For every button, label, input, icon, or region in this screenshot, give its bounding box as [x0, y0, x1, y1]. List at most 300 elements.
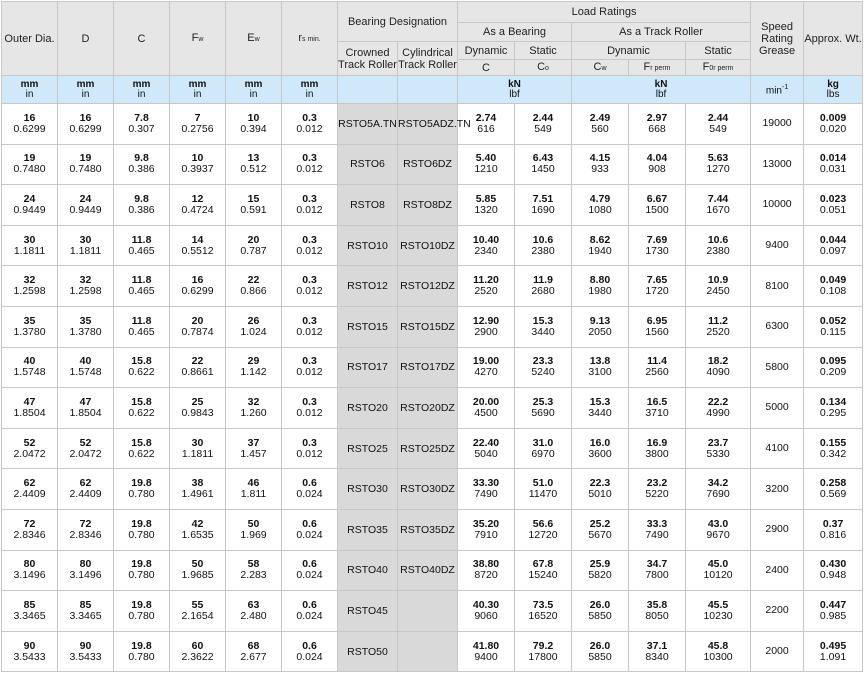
crowned-designation-cell: RSTO25 [338, 428, 398, 469]
dynamic-c-cell-primary: 38.80 [472, 558, 500, 571]
dynamic-cw-cell-secondary: 3600 [588, 447, 612, 460]
cylindrical-designation-cell: RSTO25DZ [398, 428, 458, 469]
outer-dia-cell-secondary: 2.4409 [13, 488, 46, 501]
dynamic-c-cell-secondary: 9060 [474, 609, 498, 622]
weight-cell [804, 591, 863, 632]
rs-cell [282, 469, 338, 510]
static-co-cell-secondary: 2680 [531, 285, 555, 298]
outer-dia-cell-secondary: 3.1496 [13, 569, 46, 582]
dynamic-cw-cell [572, 347, 629, 388]
c-cell-primary: 11.8 [131, 233, 152, 246]
c-cell-primary: 19.8 [131, 517, 152, 530]
unit-cell [58, 76, 114, 104]
rs-cell [282, 591, 338, 632]
unit-mm: mm [300, 78, 319, 90]
table-row [2, 104, 863, 145]
c-cell-secondary: 0.780 [128, 609, 155, 622]
c-cell [114, 591, 170, 632]
weight-cell-primary: 0.014 [819, 152, 847, 165]
fr-perm-cell-secondary: 1720 [645, 285, 669, 298]
speed-cell: 10000 [751, 185, 804, 226]
for-perm-cell-secondary: 1670 [706, 203, 730, 216]
d-cell [58, 591, 114, 632]
table-body [2, 104, 863, 672]
fr-perm-cell-primary: 11.4 [647, 355, 667, 368]
header-bearing-designation: Bearing Designation [338, 2, 458, 42]
c-cell-primary: 15.8 [131, 395, 152, 408]
header-c-dyn: C [458, 60, 515, 76]
dynamic-c-cell [458, 388, 515, 429]
d-cell-secondary: 0.9449 [69, 203, 102, 216]
ew-cell [226, 306, 282, 347]
fw-cell [170, 185, 226, 226]
c-cell-secondary: 0.622 [128, 366, 155, 379]
for-perm-cell [686, 428, 751, 469]
for-perm-cell-primary: 34.2 [707, 477, 729, 490]
unit-in: in [137, 88, 146, 100]
fr-perm-cell-primary: 4.04 [646, 152, 668, 165]
rs-cell [282, 104, 338, 145]
unit-kn: kN [508, 78, 521, 90]
cylindrical-designation-cell: RSTO40DZ [398, 550, 458, 591]
weight-cell-secondary: 0.108 [819, 285, 847, 298]
ew-cell-secondary: 1.811 [240, 488, 267, 501]
outer-dia-cell [2, 347, 58, 388]
rs-cell-primary: 0.3 [302, 395, 317, 408]
d-cell [58, 631, 114, 672]
c-cell-secondary: 0.465 [128, 325, 155, 338]
fr-perm-cell [629, 347, 686, 388]
header-crowned: Crowned Track Roller [338, 42, 398, 76]
dynamic-c-cell-secondary: 616 [477, 122, 495, 135]
fw-cell-primary: 50 [191, 558, 204, 571]
speed-cell: 2400 [751, 550, 804, 591]
ew-cell-secondary: 1.260 [240, 406, 267, 419]
fr-perm-cell-secondary: 2560 [645, 366, 669, 379]
fr-perm-cell-primary: 37.1 [646, 639, 668, 652]
static-co-cell-secondary: 12720 [528, 528, 558, 541]
header-ew-sub: w [254, 35, 260, 43]
outer-dia-cell-primary: 19 [23, 152, 36, 165]
outer-dia-cell-primary: 35 [23, 314, 36, 327]
ew-cell-secondary: 1.457 [240, 447, 267, 460]
fw-cell [170, 104, 226, 145]
outer-dia-cell-secondary: 1.5748 [13, 366, 46, 379]
dynamic-cw-cell-primary: 26.0 [589, 639, 611, 652]
static-co-cell [515, 185, 572, 226]
unit-cell [114, 76, 170, 104]
for-perm-cell [686, 266, 751, 307]
fw-cell-primary: 20 [191, 314, 204, 327]
header-dynamic-track: Dynamic [572, 42, 686, 60]
table-row [2, 591, 863, 632]
header-for-perm [686, 60, 751, 76]
for-perm-cell-secondary: 9670 [706, 528, 730, 541]
weight-cell-secondary: 0.985 [819, 609, 847, 622]
weight-cell [804, 550, 863, 591]
static-co-cell-secondary: 2380 [531, 244, 555, 257]
table-row [2, 266, 863, 307]
ew-cell-primary: 10 [247, 111, 260, 124]
header-rs-sub: s min. [302, 35, 321, 43]
fw-cell-secondary: 1.1811 [181, 447, 214, 460]
header-fr-sub: r perm [650, 64, 671, 72]
ew-cell-secondary: 0.591 [240, 203, 267, 216]
table-header [2, 2, 863, 104]
fr-perm-cell [629, 225, 686, 266]
c-cell-secondary: 0.622 [128, 447, 155, 460]
outer-dia-cell [2, 144, 58, 185]
fw-cell-secondary: 1.6535 [181, 528, 214, 541]
crowned-designation-cell: RSTO30 [338, 469, 398, 510]
header-fw-sub: w [198, 35, 204, 43]
fw-cell-primary: 7 [194, 111, 201, 124]
for-perm-cell-secondary: 10230 [703, 609, 733, 622]
for-perm-cell [686, 388, 751, 429]
weight-cell-primary: 0.049 [819, 274, 847, 287]
table-row [2, 469, 863, 510]
static-co-cell-secondary: 5690 [531, 406, 555, 419]
c-cell [114, 469, 170, 510]
rs-cell [282, 306, 338, 347]
d-cell [58, 266, 114, 307]
for-perm-cell-primary: 18.2 [707, 355, 729, 368]
unit-mm: mm [132, 78, 151, 90]
d-cell [58, 225, 114, 266]
static-co-cell-secondary: 11470 [528, 488, 558, 501]
for-perm-cell-primary: 22.2 [707, 395, 729, 408]
weight-cell-primary: 0.430 [819, 558, 847, 571]
static-co-cell-secondary: 16520 [528, 609, 558, 622]
weight-cell [804, 104, 863, 145]
dynamic-cw-cell-primary: 8.62 [589, 233, 611, 246]
unit-lbs: lbs [826, 88, 840, 100]
fr-perm-cell-primary: 7.69 [646, 233, 668, 246]
outer-dia-cell [2, 428, 58, 469]
header-for-sub: 0r perm [709, 64, 734, 72]
c-cell-secondary: 0.386 [128, 163, 155, 176]
crowned-designation-cell: RSTO12 [338, 266, 398, 307]
weight-cell-primary: 0.009 [819, 111, 847, 124]
d-cell-secondary: 3.3465 [69, 609, 102, 622]
rs-cell-primary: 0.3 [302, 111, 317, 124]
fw-cell-primary: 25 [191, 395, 204, 408]
weight-cell-secondary: 0.031 [819, 163, 847, 176]
header-speed: Speed Rating Grease [751, 2, 804, 76]
dynamic-cw-cell-primary: 9.13 [589, 314, 611, 327]
outer-dia-cell [2, 591, 58, 632]
cylindrical-designation-cell: RSTO5ADZ.TN [398, 104, 458, 145]
rs-cell-primary: 0.3 [302, 152, 317, 165]
for-perm-cell-secondary: 4990 [706, 406, 730, 419]
fr-perm-cell [629, 104, 686, 145]
ew-cell-primary: 68 [247, 639, 260, 652]
crowned-designation-cell: RSTO50 [338, 631, 398, 672]
speed-cell: 19000 [751, 104, 804, 145]
c-cell [114, 347, 170, 388]
fw-cell-secondary: 1.4961 [181, 488, 214, 501]
d-cell-primary: 47 [79, 395, 92, 408]
d-cell-secondary: 0.7480 [69, 163, 102, 176]
for-perm-cell-primary: 45.5 [707, 598, 729, 611]
table-row [2, 185, 863, 226]
c-cell-secondary: 0.780 [128, 569, 155, 582]
d-cell-secondary: 2.4409 [69, 488, 102, 501]
c-cell-secondary: 0.780 [128, 650, 155, 663]
c-cell-secondary: 0.465 [128, 285, 155, 298]
c-cell-primary: 19.8 [131, 558, 152, 571]
weight-cell [804, 185, 863, 226]
unit-cell [226, 76, 282, 104]
header-static-track: Static [686, 42, 751, 60]
c-cell-primary: 9.8 [134, 152, 149, 165]
outer-dia-cell-primary: 80 [23, 558, 36, 571]
outer-dia-cell-primary: 62 [23, 477, 36, 490]
d-cell-primary: 19 [79, 152, 92, 165]
dynamic-c-cell-primary: 5.85 [475, 192, 497, 205]
d-cell-primary: 72 [79, 517, 92, 530]
d-cell [58, 306, 114, 347]
rs-cell [282, 185, 338, 226]
static-co-cell-primary: 15.3 [532, 314, 554, 327]
for-perm-cell-secondary: 2520 [706, 325, 730, 338]
header-ew-base: E [247, 31, 255, 44]
static-co-cell-primary: 79.2 [532, 639, 554, 652]
c-cell-primary: 19.8 [131, 598, 152, 611]
for-perm-cell [686, 347, 751, 388]
d-cell [58, 469, 114, 510]
static-co-cell-primary: 2.44 [532, 111, 554, 124]
d-cell-primary: 52 [79, 436, 92, 449]
for-perm-cell [686, 469, 751, 510]
ew-cell [226, 388, 282, 429]
cylindrical-designation-cell: RSTO35DZ [398, 509, 458, 550]
static-co-cell-secondary: 549 [534, 122, 552, 135]
for-perm-cell-secondary: 7690 [706, 488, 730, 501]
dynamic-cw-cell [572, 509, 629, 550]
c-cell [114, 388, 170, 429]
outer-dia-cell-primary: 72 [23, 517, 36, 530]
outer-dia-cell-primary: 85 [23, 598, 36, 611]
fr-perm-cell-primary: 6.95 [646, 314, 668, 327]
for-perm-cell-primary: 5.63 [707, 152, 729, 165]
speed-cell: 5800 [751, 347, 804, 388]
track-roller-spec-table [1, 1, 863, 672]
dynamic-cw-cell-primary: 26.0 [589, 598, 611, 611]
ew-cell-secondary: 0.512 [240, 163, 267, 176]
dynamic-c-cell-primary: 35.20 [472, 517, 500, 530]
d-cell-primary: 16 [79, 111, 92, 124]
ew-cell-secondary: 1.142 [240, 366, 267, 379]
outer-dia-cell-primary: 40 [23, 355, 36, 368]
cylindrical-designation-cell: RSTO17DZ [398, 347, 458, 388]
ew-cell-primary: 20 [247, 233, 260, 246]
outer-dia-cell [2, 306, 58, 347]
weight-cell [804, 306, 863, 347]
header-co [515, 60, 572, 76]
for-perm-cell [686, 104, 751, 145]
dynamic-c-cell [458, 144, 515, 185]
weight-cell [804, 428, 863, 469]
outer-dia-cell [2, 509, 58, 550]
dynamic-cw-cell-primary: 16.0 [589, 436, 611, 449]
weight-cell-primary: 0.023 [819, 192, 847, 205]
c-cell [114, 144, 170, 185]
c-cell-primary: 9.8 [134, 192, 149, 205]
c-cell-secondary: 0.780 [128, 488, 155, 501]
dynamic-c-cell-secondary: 9400 [474, 650, 498, 663]
static-co-cell [515, 388, 572, 429]
outer-dia-cell [2, 104, 58, 145]
dynamic-cw-cell-secondary: 3440 [588, 406, 612, 419]
weight-cell-primary: 0.37 [822, 517, 844, 530]
dynamic-c-cell-secondary: 1320 [474, 203, 498, 216]
fr-perm-cell-primary: 33.3 [646, 517, 668, 530]
table-row [2, 388, 863, 429]
dynamic-cw-cell [572, 428, 629, 469]
d-cell-secondary: 2.0472 [69, 447, 102, 460]
rs-cell [282, 509, 338, 550]
dynamic-cw-cell [572, 631, 629, 672]
crowned-designation-cell: RSTO45 [338, 591, 398, 632]
fr-perm-cell-secondary: 1730 [645, 244, 669, 257]
speed-cell: 2900 [751, 509, 804, 550]
d-cell-secondary: 3.5433 [69, 650, 102, 663]
outer-dia-cell-primary: 47 [23, 395, 36, 408]
weight-cell-secondary: 0.209 [819, 366, 847, 379]
unit-mm: mm [188, 78, 207, 90]
dynamic-cw-cell [572, 591, 629, 632]
header-rs [282, 2, 338, 76]
weight-cell-secondary: 0.115 [820, 325, 846, 338]
weight-cell [804, 225, 863, 266]
dynamic-c-cell [458, 631, 515, 672]
fr-perm-cell [629, 591, 686, 632]
unit-mm: mm [244, 78, 263, 90]
fw-cell [170, 469, 226, 510]
fr-perm-cell-primary: 2.97 [646, 111, 668, 124]
for-perm-cell-primary: 45.0 [707, 558, 729, 571]
fw-cell [170, 591, 226, 632]
for-perm-cell [686, 225, 751, 266]
outer-dia-cell-secondary: 0.7480 [13, 163, 46, 176]
weight-cell-secondary: 0.295 [819, 406, 847, 419]
weight-cell-primary: 0.155 [819, 436, 847, 449]
fr-perm-cell [629, 266, 686, 307]
rs-cell [282, 631, 338, 672]
static-co-cell-primary: 7.51 [532, 192, 554, 205]
for-perm-cell-secondary: 5330 [706, 447, 730, 460]
cylindrical-designation-cell: RSTO6DZ [398, 144, 458, 185]
dynamic-c-cell-secondary: 5040 [474, 447, 498, 460]
header-cw-sub: w [601, 64, 607, 72]
unit-cell-empty [338, 76, 398, 104]
static-co-cell [515, 347, 572, 388]
d-cell [58, 104, 114, 145]
fw-cell-secondary: 1.9685 [181, 569, 214, 582]
outer-dia-cell-secondary: 1.1811 [13, 244, 46, 257]
unit-cell [2, 76, 58, 104]
crowned-designation-cell: RSTO40 [338, 550, 398, 591]
fw-cell-secondary: 0.4724 [181, 203, 214, 216]
header-static: Static [515, 42, 572, 60]
static-co-cell-primary: 56.6 [532, 517, 554, 530]
header-cw [572, 60, 629, 76]
outer-dia-cell-secondary: 1.8504 [13, 406, 46, 419]
c-cell [114, 185, 170, 226]
d-cell-primary: 35 [79, 314, 92, 327]
dynamic-c-cell-secondary: 4500 [474, 406, 498, 419]
header-co-sub: o [545, 64, 549, 72]
static-co-cell-secondary: 17800 [528, 650, 558, 663]
dynamic-c-cell [458, 469, 515, 510]
rs-cell-secondary: 0.012 [296, 122, 323, 135]
for-perm-cell [686, 591, 751, 632]
dynamic-c-cell-primary: 41.80 [472, 639, 500, 652]
static-co-cell-primary: 31.0 [532, 436, 554, 449]
header-cylindrical: Cylindrical Track Roller [398, 42, 458, 76]
fw-cell-secondary: 0.2756 [181, 122, 214, 135]
header-ew [226, 2, 282, 76]
for-perm-cell-primary: 10.9 [707, 274, 729, 287]
for-perm-cell-primary: 43.0 [707, 517, 729, 530]
crowned-designation-cell: RSTO10 [338, 225, 398, 266]
header-rs-base: r [298, 31, 302, 44]
outer-dia-cell-primary: 24 [23, 192, 36, 205]
fw-cell-secondary: 0.8661 [181, 366, 214, 379]
static-co-cell-primary: 67.8 [532, 558, 554, 571]
ew-cell [226, 631, 282, 672]
static-co-cell-secondary: 3440 [531, 325, 555, 338]
dynamic-cw-cell [572, 469, 629, 510]
weight-cell-secondary: 0.097 [819, 244, 847, 257]
outer-dia-cell-secondary: 1.3780 [13, 325, 46, 338]
crowned-designation-cell: RSTO5A.TN [338, 104, 398, 145]
dynamic-cw-cell-secondary: 3100 [588, 366, 612, 379]
static-co-cell [515, 509, 572, 550]
units-row [2, 76, 863, 104]
rs-cell [282, 144, 338, 185]
fr-perm-cell-primary: 34.7 [646, 558, 668, 571]
fr-perm-cell [629, 631, 686, 672]
cylindrical-designation-cell: RSTO10DZ [398, 225, 458, 266]
crowned-designation-cell: RSTO35 [338, 509, 398, 550]
speed-cell: 13000 [751, 144, 804, 185]
dynamic-c-cell [458, 347, 515, 388]
static-co-cell [515, 631, 572, 672]
for-perm-cell-primary: 7.44 [707, 192, 729, 205]
rs-cell [282, 347, 338, 388]
ew-cell-primary: 22 [247, 274, 260, 287]
dynamic-c-cell-primary: 22.40 [472, 436, 500, 449]
rs-cell [282, 550, 338, 591]
fr-perm-cell-secondary: 7490 [645, 528, 669, 541]
header-fw-base: F [191, 31, 199, 44]
static-co-cell-secondary: 6970 [531, 447, 555, 460]
ew-cell [226, 469, 282, 510]
dynamic-cw-cell [572, 104, 629, 145]
static-co-cell [515, 591, 572, 632]
dynamic-c-cell [458, 306, 515, 347]
ew-cell [226, 509, 282, 550]
dynamic-cw-cell-secondary: 933 [591, 163, 609, 176]
weight-cell-primary: 0.095 [819, 355, 847, 368]
for-perm-cell-primary: 11.2 [708, 314, 728, 327]
fw-cell-secondary: 2.1654 [181, 609, 214, 622]
dynamic-cw-cell-secondary: 5670 [588, 528, 612, 541]
crowned-designation-cell: RSTO6 [338, 144, 398, 185]
static-co-cell-secondary: 5240 [531, 366, 555, 379]
